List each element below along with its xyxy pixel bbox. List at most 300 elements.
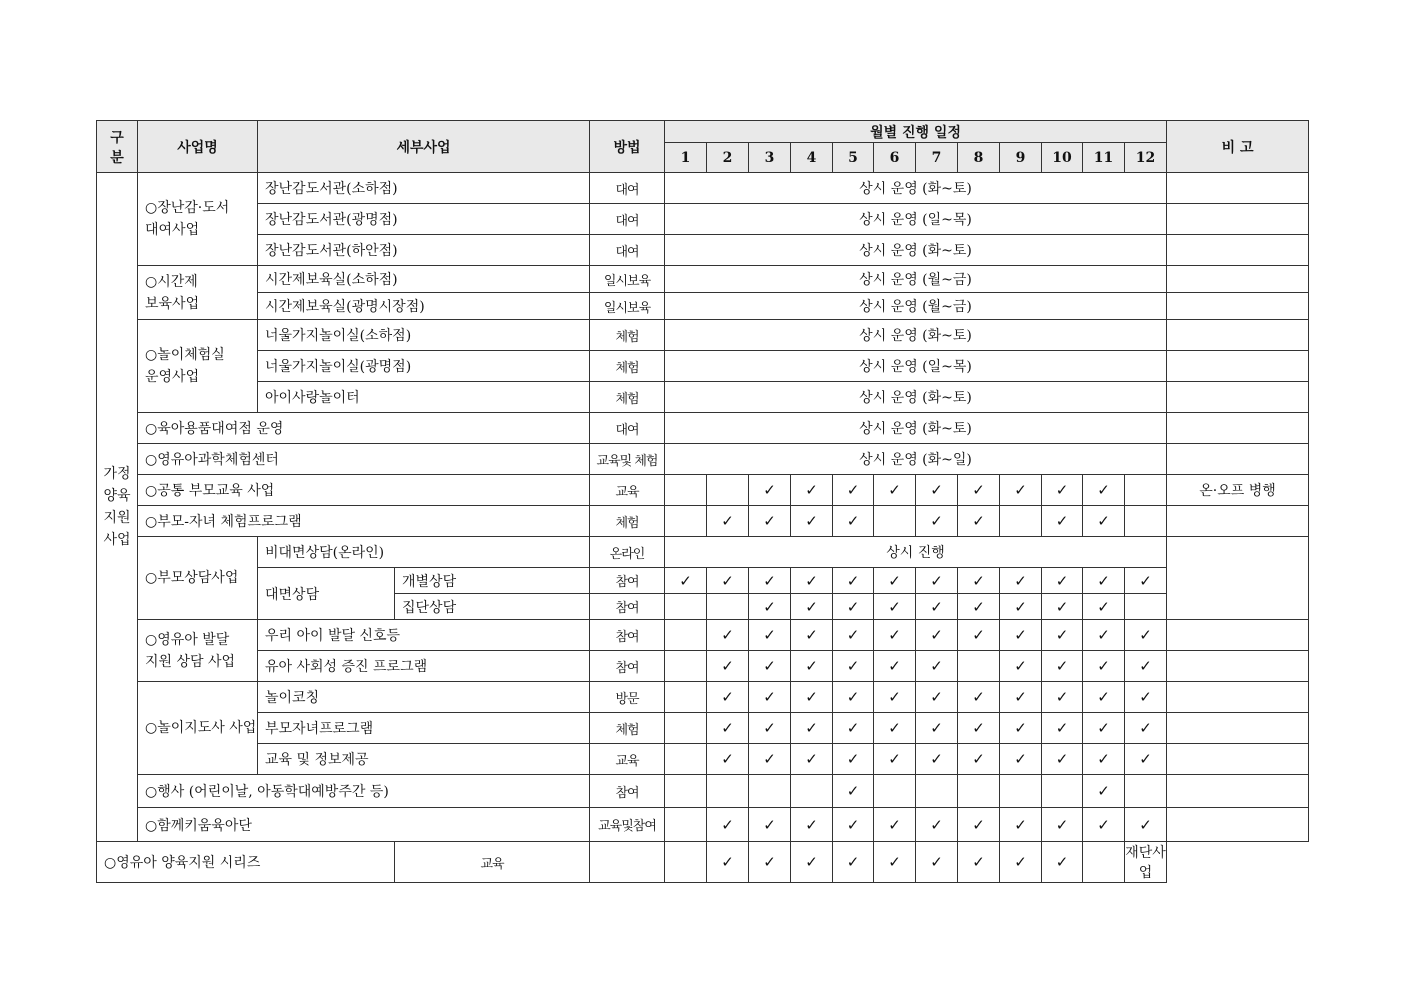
month-cell-2 [707, 506, 749, 537]
check-icon: ✓ [846, 571, 860, 590]
detail-cell: 교육 및 정보제공 [258, 744, 590, 775]
check-icon: ✓ [1139, 626, 1152, 644]
detail-cell: 장난감도서관(하안점) [258, 235, 590, 266]
month-cell-2 [707, 713, 749, 744]
check-icon: ✓ [1055, 688, 1069, 706]
month-cell-8 [958, 620, 1000, 651]
check-icon: ✓ [721, 815, 734, 834]
month-cell-3 [749, 568, 791, 594]
month-cell-3 [749, 682, 791, 713]
month-cell-5 [833, 713, 874, 744]
month-header-7: 7 [916, 143, 958, 173]
month-cell-5 [833, 651, 874, 682]
group-parent-counseling: ○부모상담사업 [138, 537, 258, 620]
month-cell-4 [791, 620, 833, 651]
month-cell-3 [749, 475, 791, 506]
check-icon: ✓ [1097, 626, 1110, 644]
month-cell-8 [958, 568, 1000, 594]
month-cell-3 [749, 775, 791, 808]
month-cell-10 [1042, 506, 1083, 537]
check-icon: ✓ [805, 481, 818, 499]
month-cell-12 [1125, 568, 1167, 594]
table-row [97, 266, 1309, 293]
check-icon: ✓ [846, 481, 860, 499]
check-icon: ✓ [930, 853, 943, 871]
month-cell-7 [916, 713, 958, 744]
month-cell-3 [749, 651, 791, 682]
check-icon: ✓ [1097, 597, 1110, 616]
month-cell-6 [874, 506, 916, 537]
month-cell-8 [958, 775, 1000, 808]
check-icon: ✓ [763, 657, 776, 675]
month-cell-2 [707, 594, 749, 620]
method-cell: 체험 [590, 351, 665, 382]
check-icon: ✓ [1097, 571, 1110, 590]
month-cell-10 [1042, 594, 1083, 620]
month-cell-9 [1000, 808, 1042, 842]
method-cell: 대여 [590, 413, 665, 444]
table-row [97, 413, 1309, 444]
month-cell-9 [1000, 506, 1042, 537]
detail-cell: 너울가지놀이실(광명점) [258, 351, 590, 382]
check-icon: ✓ [1014, 657, 1027, 675]
month-header-10: 10 [1042, 143, 1083, 173]
schedule-span-cell: 상시 운영 (화~토) [665, 235, 1167, 266]
detail-cell: 놀이코칭 [258, 682, 590, 713]
note-cell [1167, 266, 1309, 293]
check-icon: ✓ [930, 481, 943, 499]
month-cell-5 [791, 842, 833, 883]
check-icon: ✓ [1055, 481, 1069, 499]
month-cell-10 [1042, 744, 1083, 775]
check-icon: ✓ [721, 512, 734, 530]
check-icon: ✓ [888, 481, 901, 499]
method-cell: 교육 [395, 842, 590, 883]
note-cell [1167, 444, 1309, 475]
month-cell-6 [874, 744, 916, 775]
project-cell: ○육아용품대여점 운영 [138, 413, 590, 444]
check-icon: ✓ [846, 688, 860, 706]
note-cell [1167, 506, 1309, 537]
note-cell [1167, 351, 1309, 382]
project-cell: ○함께키움육아단 [138, 808, 590, 842]
note-cell [1167, 775, 1309, 808]
table-row [97, 775, 1309, 808]
table-row [97, 537, 1309, 568]
month-cell-9 [1000, 713, 1042, 744]
month-cell-1 [665, 475, 707, 506]
check-icon: ✓ [846, 657, 860, 675]
schedule-span-cell: 상시 운영 (일~목) [665, 204, 1167, 235]
month-cell-5 [833, 682, 874, 713]
month-cell-2 [707, 475, 749, 506]
month-cell-9 [1000, 568, 1042, 594]
header-detail: 세부사업 [258, 121, 590, 173]
month-cell-1 [665, 744, 707, 775]
detail-cell: 아이사랑놀이터 [258, 382, 590, 413]
schedule-span-cell: 상시 운영 (화~토) [665, 382, 1167, 413]
schedule-span-cell: 상시 운영 (화~토) [665, 413, 1167, 444]
check-icon: ✓ [846, 597, 860, 616]
check-icon: ✓ [1014, 688, 1027, 706]
month-cell-11 [1083, 775, 1125, 808]
note-cell [1167, 204, 1309, 235]
header-schedule: 월별 진행 일정 [665, 121, 1167, 143]
month-cell-9 [1000, 594, 1042, 620]
check-icon: ✓ [846, 512, 860, 530]
check-icon: ✓ [930, 512, 943, 530]
check-icon: ✓ [1139, 815, 1152, 834]
month-cell-9 [1000, 620, 1042, 651]
check-icon: ✓ [972, 750, 985, 768]
month-cell-11 [1083, 568, 1125, 594]
method-cell: 참여 [590, 775, 665, 808]
month-cell-6 [874, 620, 916, 651]
method-cell: 대여 [590, 235, 665, 266]
check-icon: ✓ [1139, 571, 1152, 590]
month-cell-1 [665, 682, 707, 713]
month-header-5: 5 [833, 143, 874, 173]
header-note: 비 고 [1167, 121, 1309, 173]
check-icon: ✓ [721, 688, 734, 706]
month-cell-12 [1125, 744, 1167, 775]
header-method: 방법 [590, 121, 665, 173]
month-cell-2 [707, 775, 749, 808]
month-cell-4 [791, 651, 833, 682]
check-icon: ✓ [763, 597, 776, 616]
month-header-4: 4 [791, 143, 833, 173]
month-cell-8 [958, 475, 1000, 506]
check-icon: ✓ [930, 750, 943, 768]
method-cell: 참여 [590, 594, 665, 620]
month-cell-5 [833, 744, 874, 775]
month-cell-11 [1083, 744, 1125, 775]
month-cell-5 [833, 775, 874, 808]
note-cell [1167, 682, 1309, 713]
note-cell [1167, 713, 1309, 744]
check-icon: ✓ [805, 688, 818, 706]
check-icon: ✓ [1014, 815, 1027, 834]
check-icon: ✓ [846, 626, 860, 644]
header-project: 사업명 [138, 121, 258, 173]
month-cell-7 [916, 568, 958, 594]
method-cell: 일시보육 [590, 266, 665, 293]
check-icon: ✓ [888, 719, 901, 737]
note-cell [1167, 293, 1309, 320]
month-cell-2 [707, 744, 749, 775]
check-icon: ✓ [972, 719, 985, 737]
check-icon: ✓ [1055, 626, 1069, 644]
month-cell-9 [1000, 475, 1042, 506]
check-icon: ✓ [721, 853, 734, 871]
month-header-3: 3 [749, 143, 791, 173]
method-cell: 교육및 체험 [590, 444, 665, 475]
check-icon: ✓ [1055, 657, 1069, 675]
month-cell-12 [1125, 475, 1167, 506]
month-cell-3 [749, 506, 791, 537]
month-cell-12 [1125, 682, 1167, 713]
month-cell-2 [707, 651, 749, 682]
month-cell-12 [1125, 651, 1167, 682]
note-cell [1167, 744, 1309, 775]
method-cell: 일시보육 [590, 293, 665, 320]
month-cell-6 [874, 808, 916, 842]
check-icon: ✓ [805, 512, 818, 530]
month-cell-10 [1042, 475, 1083, 506]
detail-cell: 집단상담 [395, 594, 590, 620]
detail-cell: 너울가지놀이실(소하점) [258, 320, 590, 351]
detail-cell: 비대면상담(온라인) [258, 537, 590, 568]
method-cell: 대여 [590, 204, 665, 235]
note-cell [1167, 808, 1309, 842]
schedule-span-cell: 상시 운영 (화~토) [665, 320, 1167, 351]
check-icon: ✓ [1014, 719, 1027, 737]
check-icon: ✓ [763, 815, 776, 834]
table-row [97, 842, 1309, 883]
month-cell-8 [958, 506, 1000, 537]
month-header-2: 2 [707, 143, 749, 173]
month-cell-5 [833, 475, 874, 506]
month-cell-2 [665, 842, 707, 883]
note-cell [1167, 620, 1309, 651]
schedule-span-cell: 상시 운영 (화~일) [665, 444, 1167, 475]
note-cell [1167, 537, 1309, 620]
month-cell-6 [874, 713, 916, 744]
month-cell-4 [791, 744, 833, 775]
month-cell-7 [916, 808, 958, 842]
method-cell: 참여 [590, 568, 665, 594]
table-row [97, 651, 1309, 682]
table-row [97, 682, 1309, 713]
category-cell: 가정 양육 지원 사업 [97, 173, 138, 842]
check-icon: ✓ [930, 719, 943, 737]
month-cell-6 [874, 775, 916, 808]
method-cell: 참여 [590, 651, 665, 682]
note-cell [1167, 651, 1309, 682]
check-icon: ✓ [1097, 750, 1110, 768]
month-cell-8 [958, 808, 1000, 842]
check-icon: ✓ [888, 750, 901, 768]
month-cell-11 [1083, 620, 1125, 651]
month-cell-12 [1125, 775, 1167, 808]
check-icon: ✓ [1097, 688, 1110, 706]
table-row [97, 808, 1309, 842]
month-cell-6 [874, 475, 916, 506]
month-header-1: 1 [665, 143, 707, 173]
month-cell-11 [1083, 651, 1125, 682]
check-icon: ✓ [763, 571, 776, 590]
check-icon: ✓ [1055, 597, 1069, 616]
method-cell: 교육 [590, 744, 665, 775]
check-icon: ✓ [888, 815, 901, 834]
note-cell: 재단사업 [1125, 842, 1167, 883]
check-icon: ✓ [972, 853, 985, 871]
check-icon: ✓ [763, 481, 776, 499]
check-icon: ✓ [721, 750, 734, 768]
table-row [97, 320, 1309, 351]
check-icon: ✓ [805, 626, 818, 644]
check-icon: ✓ [721, 571, 734, 590]
month-cell-8 [958, 744, 1000, 775]
check-icon: ✓ [972, 571, 985, 590]
month-cell-5 [833, 568, 874, 594]
month-header-9: 9 [1000, 143, 1042, 173]
table-row [97, 506, 1309, 537]
month-cell-12 [1125, 620, 1167, 651]
detail-cell: 유아 사회성 증진 프로그램 [258, 651, 590, 682]
month-cell-1 [665, 620, 707, 651]
month-cell-2 [707, 568, 749, 594]
month-cell-6 [874, 594, 916, 620]
month-cell-10 [1042, 568, 1083, 594]
table-row [97, 620, 1309, 651]
month-cell-4 [749, 842, 791, 883]
method-cell: 방문 [590, 682, 665, 713]
check-icon: ✓ [763, 688, 776, 706]
check-icon: ✓ [763, 853, 776, 871]
check-icon: ✓ [972, 688, 985, 706]
check-icon: ✓ [1014, 481, 1027, 499]
check-icon: ✓ [1014, 597, 1027, 616]
group-development: ○영유아 발달 지원 상담 사업 [138, 620, 258, 682]
check-icon: ✓ [888, 571, 901, 590]
month-header-8: 8 [958, 143, 1000, 173]
check-icon: ✓ [805, 815, 818, 834]
month-cell-8 [958, 594, 1000, 620]
check-icon: ✓ [1097, 481, 1110, 499]
month-cell-5 [833, 808, 874, 842]
schedule-span-cell: 상시 운영 (월~금) [665, 293, 1167, 320]
check-icon: ✓ [679, 571, 692, 590]
check-icon: ✓ [1139, 719, 1152, 737]
check-icon: ✓ [1014, 853, 1027, 871]
month-header-12: 12 [1125, 143, 1167, 173]
month-cell-10 [1042, 620, 1083, 651]
check-icon: ✓ [805, 657, 818, 675]
month-cell-3 [707, 842, 749, 883]
check-icon: ✓ [888, 688, 901, 706]
project-cell: ○행사 (어린이날, 아동학대예방주간 등) [138, 775, 590, 808]
month-cell-3 [749, 808, 791, 842]
method-cell: 참여 [590, 620, 665, 651]
month-cell-11 [1083, 808, 1125, 842]
detail-cell: 장난감도서관(광명점) [258, 204, 590, 235]
month-cell-4 [791, 775, 833, 808]
check-icon: ✓ [930, 688, 943, 706]
table-row [97, 173, 1309, 204]
month-cell-1 [590, 842, 665, 883]
check-icon: ✓ [846, 853, 860, 871]
month-cell-1 [665, 506, 707, 537]
month-cell-1 [665, 808, 707, 842]
check-icon: ✓ [972, 815, 985, 834]
check-icon: ✓ [930, 815, 943, 834]
table-row [97, 444, 1309, 475]
detail-cell: 시간제보육실(소하점) [258, 266, 590, 293]
month-cell-10 [1042, 682, 1083, 713]
check-icon: ✓ [888, 853, 901, 871]
table-row [97, 293, 1309, 320]
check-icon: ✓ [972, 481, 985, 499]
month-cell-10 [1042, 775, 1083, 808]
month-cell-8 [958, 651, 1000, 682]
month-cell-5 [833, 506, 874, 537]
check-icon: ✓ [1055, 750, 1069, 768]
month-cell-3 [749, 620, 791, 651]
schedule-span-cell: 상시 운영 (화~토) [665, 173, 1167, 204]
month-cell-1 [665, 713, 707, 744]
month-cell-4 [791, 713, 833, 744]
note-cell [1167, 413, 1309, 444]
check-icon: ✓ [1055, 719, 1069, 737]
method-cell: 체험 [590, 320, 665, 351]
month-cell-10 [1042, 651, 1083, 682]
detail-cell: 장난감도서관(소하점) [258, 173, 590, 204]
project-cell: ○영유아 양육지원 시리즈 [97, 842, 395, 883]
check-icon: ✓ [763, 719, 776, 737]
schedule-span-cell: 상시 운영 (일~목) [665, 351, 1167, 382]
month-cell-7 [916, 744, 958, 775]
check-icon: ✓ [930, 571, 943, 590]
table-row [97, 475, 1309, 506]
month-cell-12 [1125, 506, 1167, 537]
check-icon: ✓ [1097, 512, 1110, 530]
check-icon: ✓ [721, 657, 734, 675]
month-cell-3 [749, 713, 791, 744]
month-cell-6 [874, 568, 916, 594]
month-cell-4 [791, 475, 833, 506]
month-cell-2 [707, 620, 749, 651]
check-icon: ✓ [972, 626, 985, 644]
month-cell-12 [1125, 594, 1167, 620]
month-cell-6 [874, 682, 916, 713]
check-icon: ✓ [972, 597, 985, 616]
note-cell [1167, 382, 1309, 413]
month-cell-6 [833, 842, 874, 883]
check-icon: ✓ [1055, 512, 1069, 530]
month-cell-7 [916, 651, 958, 682]
month-cell-12 [1125, 713, 1167, 744]
note-cell [1167, 235, 1309, 266]
month-cell-11 [1083, 506, 1125, 537]
month-cell-7 [916, 594, 958, 620]
group-playroom: ○놀이체험실 운영사업 [138, 320, 258, 413]
check-icon: ✓ [721, 719, 734, 737]
note-cell: 온·오프 병행 [1167, 475, 1309, 506]
check-icon: ✓ [846, 782, 860, 800]
month-cell-1 [665, 568, 707, 594]
face-counseling-cell: 대면상담 [258, 568, 395, 620]
table-row [97, 382, 1309, 413]
detail-cell: 부모자녀프로그램 [258, 713, 590, 744]
month-cell-8 [958, 713, 1000, 744]
check-icon: ✓ [930, 626, 943, 644]
group-childcare: ○시간제 보육사업 [138, 266, 258, 320]
month-cell-1 [665, 651, 707, 682]
check-icon: ✓ [805, 571, 818, 590]
method-cell: 온라인 [590, 537, 665, 568]
month-cell-7 [916, 506, 958, 537]
schedule-table [96, 120, 1309, 883]
check-icon: ✓ [1014, 626, 1027, 644]
check-icon: ✓ [1014, 750, 1027, 768]
month-cell-4 [791, 568, 833, 594]
detail-cell: 개별상담 [395, 568, 590, 594]
month-cell-6 [874, 651, 916, 682]
month-cell-11 [1083, 475, 1125, 506]
method-cell: 체험 [590, 713, 665, 744]
check-icon: ✓ [1097, 719, 1110, 737]
